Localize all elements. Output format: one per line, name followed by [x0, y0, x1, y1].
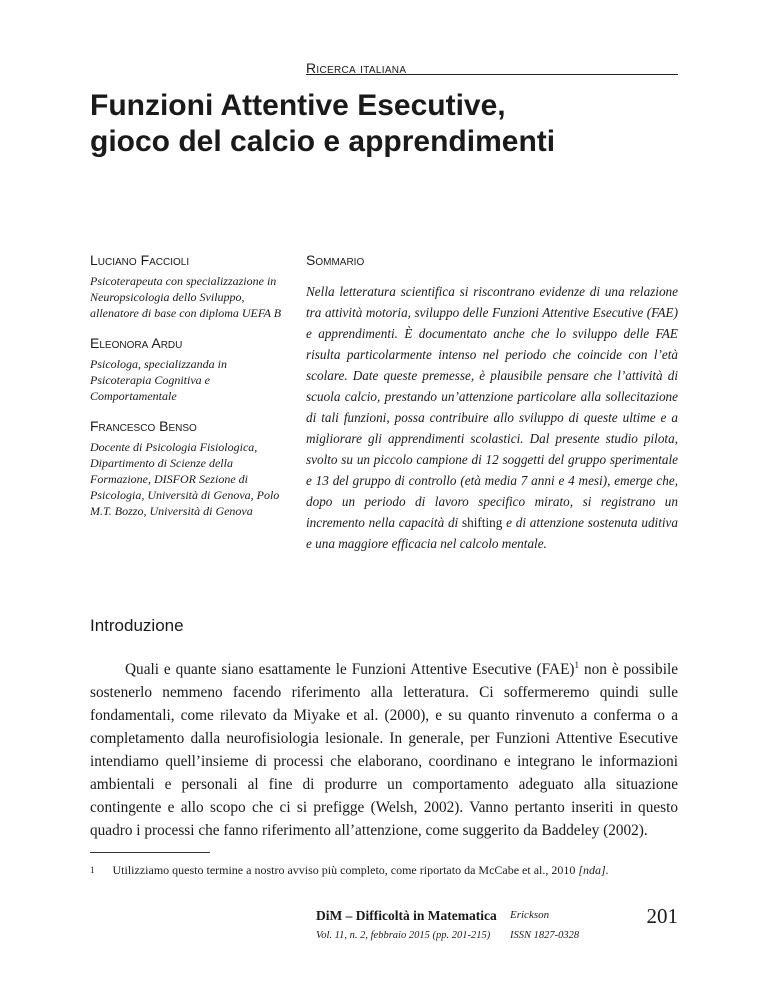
footnote-note: [nda].	[578, 863, 609, 877]
author-name: Eleonora Ardu	[90, 335, 183, 351]
footnote-reference: 1	[574, 659, 580, 670]
abstract-body	[306, 281, 678, 554]
intro-text-part-2: non è possibile sostenerlo nemmeno facendo riferimento alla letteratura. Ci soffermeremo quindi sulle fondamentali, come rilevato da Miyake et al. (2000), e su quanto rinvenuto a conferma o a completamento dalla neurofisiologia lesionale. In generale, per Funzioni Attentive Esecutive intendiamo quell’insieme di processi che elaborano, coordinano e integrano le informazioni ambientali e personali al fine di produrre un comportamento adeguato alla situazione contingente e allo scopo che ci si prefigge (Welsh, 2002). Vanno pertanto inseriti in questo quadro i processi che fanno riferimento all’attenzione, come suggerito da Baddeley (2002).	[90, 661, 678, 839]
section-heading-introduzione: Introduzione	[90, 616, 184, 635]
header-rule	[306, 74, 678, 75]
footnote	[90, 862, 690, 878]
abstract-heading: Sommario	[306, 252, 365, 268]
article-title-line-2: gioco del calcio e apprendimenti	[90, 125, 556, 158]
abstract-text-part-2: e di attenzione sostenuta uditiva e una maggiore efficacia nel calcolo mentale.	[306, 515, 678, 551]
article-title-line-1: Funzioni Attentive Esecutive,	[90, 89, 506, 122]
abstract-text-roman: shifting	[462, 515, 503, 530]
author-block	[90, 335, 290, 404]
journal-title: DiM – Difficoltà in Matematica	[316, 908, 497, 923]
footnote-rule	[90, 852, 210, 853]
author-block	[90, 418, 290, 519]
author-affiliation: Psicologa, specializzanda in Psicoterapia Cognitiva e Comportamentale	[90, 357, 227, 403]
author-affiliation: Docente di Psicologia Fisiologica, Dipartimento di Scienze della Formazione, DISFOR Sezione di Psicologia, Università di Genova, Polo M.T. Bozzo, Università di Genova	[90, 440, 280, 518]
page-footer	[316, 904, 678, 948]
abstract-text-part-1: Nella letteratura scientifica si riscontrano evidenze di una relazione tra attività motoria, sviluppo delle Funzioni Attentive Esecutive (FAE) e apprendimenti. È documentato anche che lo sviluppo delle FAE risulta particolarmente intenso nel periodo che coincide con l’età scolare. Date queste premesse, è plausibile pensare che l’attività di scuola calcio, prestando un’attenzione particolare alla sollecitazione di tali funzioni, possa contribuire allo sviluppo di queste ultime e a migliorare gli apprendimenti scolastici. Dal presente studio pilota, svolto su un piccolo campione di 12 soggetti del gruppo sperimentale e 13 del gruppo di controllo (età media 7 anni e 4 mesi), emerge che, dopo un periodo di lavoro specifico mirato, si registrano un incremento nella capacità di	[306, 284, 678, 530]
author-list	[90, 252, 290, 533]
footnote-text: Utilizziamo questo termine a nostro avviso più completo, come riportato da McCabe et al., 2010	[112, 863, 579, 877]
issn: ISSN 1827-0328	[510, 930, 580, 941]
publisher: Erickson	[510, 909, 550, 921]
intro-paragraph	[90, 658, 678, 842]
author-name: Luciano Faccioli	[90, 252, 190, 268]
abstract	[306, 252, 678, 567]
section-label: Ricerca italiana	[306, 60, 407, 76]
page-number: 201	[646, 904, 678, 928]
author-affiliation: Psicoterapeuta con specializzazione in Neuropsicologia dello Sviluppo, allenatore di base con diploma UEFA B	[90, 274, 282, 320]
journal-volume-info: Vol. 11, n. 2, febbraio 2015 (pp. 201-215)	[316, 930, 491, 941]
author-name: Francesco Benso	[90, 418, 197, 434]
footnote-mark: 1	[90, 865, 95, 875]
intro-text-part-1: Quali e quante siano esattamente le Funzioni Attentive Esecutive (FAE)	[125, 661, 575, 678]
author-block	[90, 252, 290, 321]
article-title	[90, 88, 555, 160]
